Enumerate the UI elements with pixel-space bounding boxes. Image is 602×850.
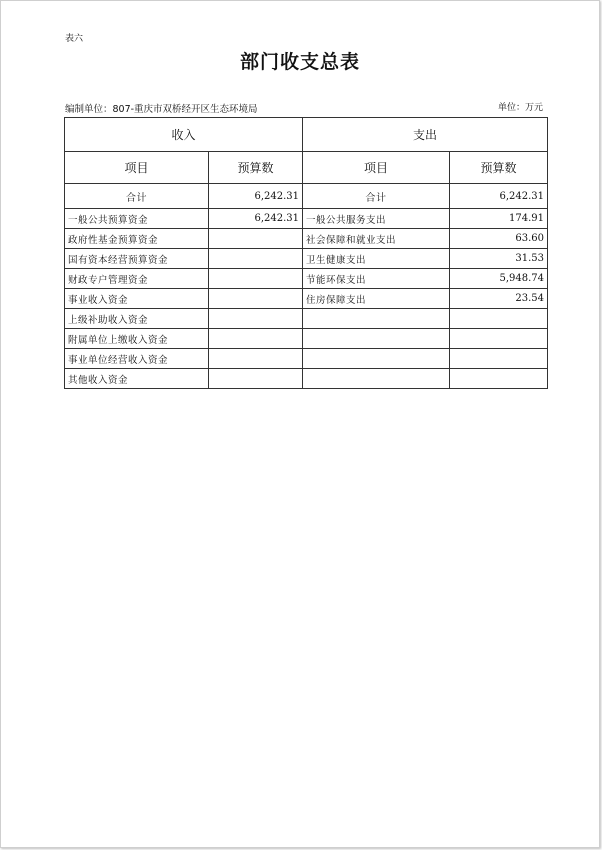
- expense-value-cell: 31.53: [450, 249, 548, 269]
- expense-value-cell: [450, 369, 548, 389]
- income-value-cell: [209, 289, 303, 309]
- table-number-label: 表六: [65, 34, 84, 44]
- income-section-header: 收入: [65, 118, 303, 152]
- income-item-cell: 财政专户管理资金: [65, 269, 209, 289]
- expense-item-cell: [303, 369, 450, 389]
- income-total-label: 合计: [65, 184, 209, 209]
- table-row: [65, 309, 548, 329]
- income-item-cell: 事业单位经营收入资金: [65, 349, 209, 369]
- compiling-unit-label: 编制单位：807-重庆市双桥经开区生态环境局: [65, 104, 258, 115]
- table-row: [65, 269, 548, 289]
- income-value-cell: [209, 369, 303, 389]
- page-title: 部门收支总表: [239, 51, 360, 73]
- expense-item-cell: 社会保障和就业支出: [303, 229, 450, 249]
- expense-item-cell: [303, 309, 450, 329]
- income-item-cell: 政府性基金预算资金: [65, 229, 209, 249]
- expense-value-cell: [450, 329, 548, 349]
- expense-value-cell: 23.54: [450, 289, 548, 309]
- expense-budget-header: 预算数: [450, 152, 548, 184]
- income-value-cell: [209, 309, 303, 329]
- income-value-cell: [209, 329, 303, 349]
- expense-item-cell: 卫生健康支出: [303, 249, 450, 269]
- expense-item-cell: 住房保障支出: [303, 289, 450, 309]
- table-row: [65, 329, 548, 349]
- expense-item-cell: [303, 329, 450, 349]
- expense-value-cell: 63.60: [450, 229, 548, 249]
- income-budget-header: 预算数: [209, 152, 303, 184]
- expense-section-header: 支出: [303, 118, 548, 152]
- table-row: [65, 249, 548, 269]
- expense-value-cell: [450, 349, 548, 369]
- expense-item-cell: 一般公共服务支出: [303, 209, 450, 229]
- income-item-cell: 附属单位上缴收入资金: [65, 329, 209, 349]
- expense-total-value: 6,242.31: [450, 184, 548, 209]
- income-total-value: 6,242.31: [209, 184, 303, 209]
- expense-total-label: 合计: [303, 184, 450, 209]
- table-row: [65, 229, 548, 249]
- income-value-cell: [209, 229, 303, 249]
- table-row: [65, 289, 548, 309]
- table-row: [65, 209, 548, 229]
- income-item-cell: 事业收入资金: [65, 289, 209, 309]
- income-expense-table: [64, 117, 548, 389]
- expense-value-cell: [450, 309, 548, 329]
- expense-value-cell: 174.91: [450, 209, 548, 229]
- table-row: [65, 369, 548, 389]
- income-item-cell: 上级补助收入资金: [65, 309, 209, 329]
- section-header-row: [65, 118, 548, 152]
- currency-unit-label: 单位：万元: [497, 103, 543, 113]
- income-value-cell: [209, 269, 303, 289]
- income-value-cell: [209, 249, 303, 269]
- expense-item-cell: 节能环保支出: [303, 269, 450, 289]
- expense-item-header: 项目: [303, 152, 450, 184]
- income-value-cell: [209, 349, 303, 369]
- income-item-cell: 其他收入资金: [65, 369, 209, 389]
- column-header-row: [65, 152, 548, 184]
- total-row: [65, 184, 548, 209]
- income-item-header: 项目: [65, 152, 209, 184]
- expense-value-cell: 5,948.74: [450, 269, 548, 289]
- table-row: [65, 349, 548, 369]
- income-item-cell: 国有资本经营预算资金: [65, 249, 209, 269]
- income-value-cell: 6,242.31: [209, 209, 303, 229]
- income-item-cell: 一般公共预算资金: [65, 209, 209, 229]
- expense-item-cell: [303, 349, 450, 369]
